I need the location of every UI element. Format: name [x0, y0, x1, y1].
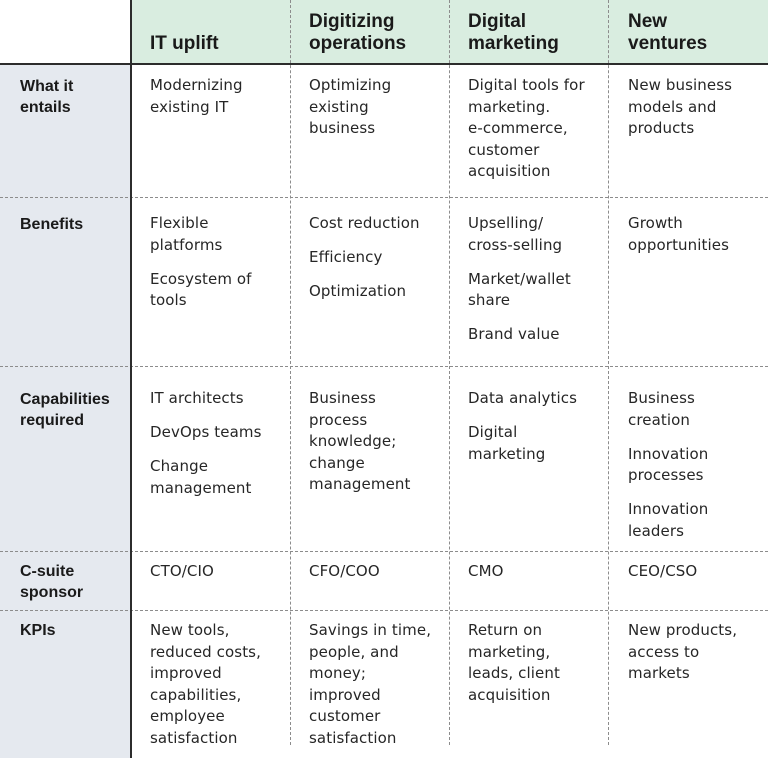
cell-item: Flexible platforms [150, 214, 223, 254]
column-header-digitizing-operations: Digitizing operations [309, 11, 407, 54]
row-header-what-it-entails: What it entails [20, 78, 74, 116]
cell-item: Savings in time, people, and money; improved customer satisfaction [309, 621, 432, 747]
column-header-it-uplift: IT uplift [150, 33, 219, 54]
column-divider [608, 0, 609, 745]
table-cell [309, 620, 431, 762]
table-cell [150, 388, 262, 512]
cell-item: Efficiency [309, 248, 383, 266]
cell-item: DevOps teams [150, 423, 262, 441]
cell-item: Innovation leaders [628, 500, 709, 540]
cell-item: Business creation [628, 389, 695, 429]
row-header-border [130, 0, 132, 758]
cell-item: Data analytics [468, 389, 578, 407]
table-cell [150, 75, 243, 131]
table-cell [628, 213, 729, 269]
column-divider [290, 0, 291, 745]
cell-item: Modernizing existing IT [150, 76, 243, 116]
row-header-capabilities-required: Capabilities required [20, 391, 110, 429]
table-cell [309, 388, 410, 508]
cell-item: CEO/CSO [628, 562, 698, 580]
cell-item: Cost reduction [309, 214, 420, 232]
cell-item: Digital marketing [468, 423, 546, 463]
column-header-border [0, 63, 768, 65]
table-cell [309, 75, 391, 152]
cell-item: Growth opportunities [628, 214, 730, 254]
cell-item: Market/wallet share [468, 269, 571, 309]
cell-item: New business models and products [628, 76, 733, 137]
row-divider [0, 197, 768, 198]
cell-item: Return on marketing, leads, client acquisition [468, 621, 560, 704]
cell-item: CTO/CIO [150, 562, 214, 580]
cell-item: Optimizing existing business [309, 76, 392, 137]
cell-item: New products, access to markets [628, 621, 738, 682]
cell-item: Brand value [468, 325, 560, 343]
table-cell [150, 620, 261, 762]
cell-item: CFO/COO [309, 562, 380, 580]
cell-item: Optimization [309, 282, 407, 300]
column-divider [449, 0, 450, 745]
table-cell [468, 388, 577, 478]
cell-item: Digital tools for marketing. e-commerce, customer acquisition [468, 76, 585, 180]
table-cell [468, 213, 571, 358]
table-cell [309, 213, 420, 315]
table-cell [309, 561, 380, 595]
row-divider [0, 366, 768, 367]
row-header-kpis: KPIs [20, 622, 56, 639]
table-cell [628, 75, 732, 152]
table-cell [628, 620, 737, 697]
row-divider [0, 610, 768, 611]
table-cell [468, 561, 504, 595]
table-cell [468, 75, 585, 195]
table-cell [468, 620, 560, 719]
table-cell [150, 213, 252, 324]
cell-item: Business process knowledge; change management [309, 389, 411, 493]
cell-item: Innovation processes [628, 444, 709, 484]
column-header-new-ventures: New ventures [628, 11, 708, 54]
cell-item: Change management [150, 457, 252, 497]
cell-item: Ecosystem of tools [150, 269, 252, 309]
row-header-benefits: Benefits [20, 216, 84, 233]
row-header-c-suite-sponsor: C-suite sponsor [20, 563, 84, 601]
column-header-digital-marketing: Digital marketing [468, 11, 559, 54]
cell-item: IT architects [150, 389, 244, 407]
cell-item: CMO [468, 562, 504, 580]
table-cell [628, 561, 697, 595]
table-cell [628, 388, 708, 555]
cell-item: New tools, reduced costs, improved capabilities, employee satisfaction [150, 621, 261, 747]
table-cell [150, 561, 214, 595]
cell-item: Upselling/ cross-selling [468, 214, 563, 254]
